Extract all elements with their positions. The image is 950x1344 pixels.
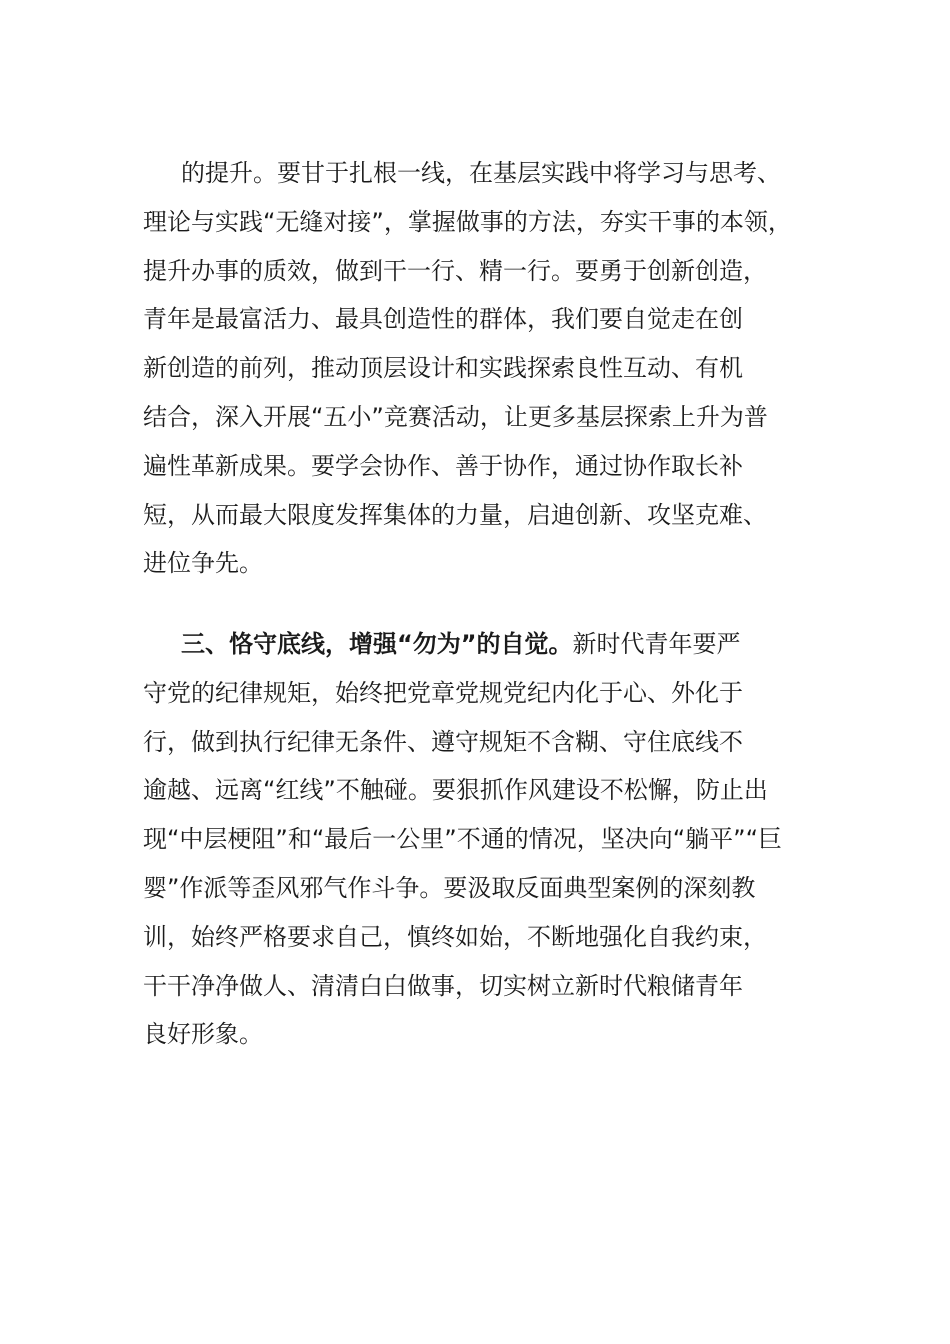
text-line: 的提升。要甘于扎根一线，在基层实践中将学习与思考、: [181, 159, 781, 187]
text-line: 良好形象。: [143, 1020, 263, 1049]
paragraph-section-three: [143, 620, 782, 1059]
text-line: 逾越、远离“红线”不触碰。要狠抓作风建设不松懈，防止出: [143, 776, 768, 805]
text-line: 短，从而最大限度发挥集体的力量，启迪创新、攻坚克难、: [143, 500, 767, 529]
text-line: 行，做到执行纪律无条件、遵守规矩不含糊、守住底线不: [143, 727, 743, 756]
heading-trailing-text: 新时代青年要严: [572, 630, 741, 658]
text-line: 训，始终严格要求自己，慎终如始，不断地强化自我约束，: [143, 922, 767, 951]
text-line: 干干净净做人、清清白白做事，切实树立新时代粮储青年: [143, 971, 743, 1000]
text-line: 婴”作派等歪风邪气作斗争。要汲取反面典型案例的深刻教: [143, 873, 756, 902]
text-line: 结合，深入开展“五小”竞赛活动，让更多基层探索上升为普: [143, 402, 768, 431]
text-line: 现“中层梗阻”和“最后一公里”不通的情况，坚决向“躺平”“巨: [143, 825, 783, 854]
text-line: 遍性革新成果。要学会协作、善于协作，通过协作取长补: [143, 451, 743, 480]
paragraph-continuation: [143, 149, 792, 588]
section-heading: 三、恪守底线，增强“勿为”的自觉。: [181, 630, 573, 658]
text-line: 新创造的前列，推动顶层设计和实践探索良性互动、有机: [143, 354, 743, 383]
text-line: 提升办事的质效，做到干一行、精一行。要勇于创新创造，: [143, 256, 767, 285]
text-line: 青年是最富活力、最具创造性的群体，我们要自觉走在创: [143, 305, 743, 334]
text-line: 进位争先。: [143, 549, 263, 578]
text-line: 理论与实践“无缝对接”，掌握做事的方法，夯实干事的本领，: [143, 207, 792, 236]
text-line: 守党的纪律规矩，始终把党章党规党纪内化于心、外化于: [143, 678, 743, 707]
text-line-first: [143, 620, 782, 669]
